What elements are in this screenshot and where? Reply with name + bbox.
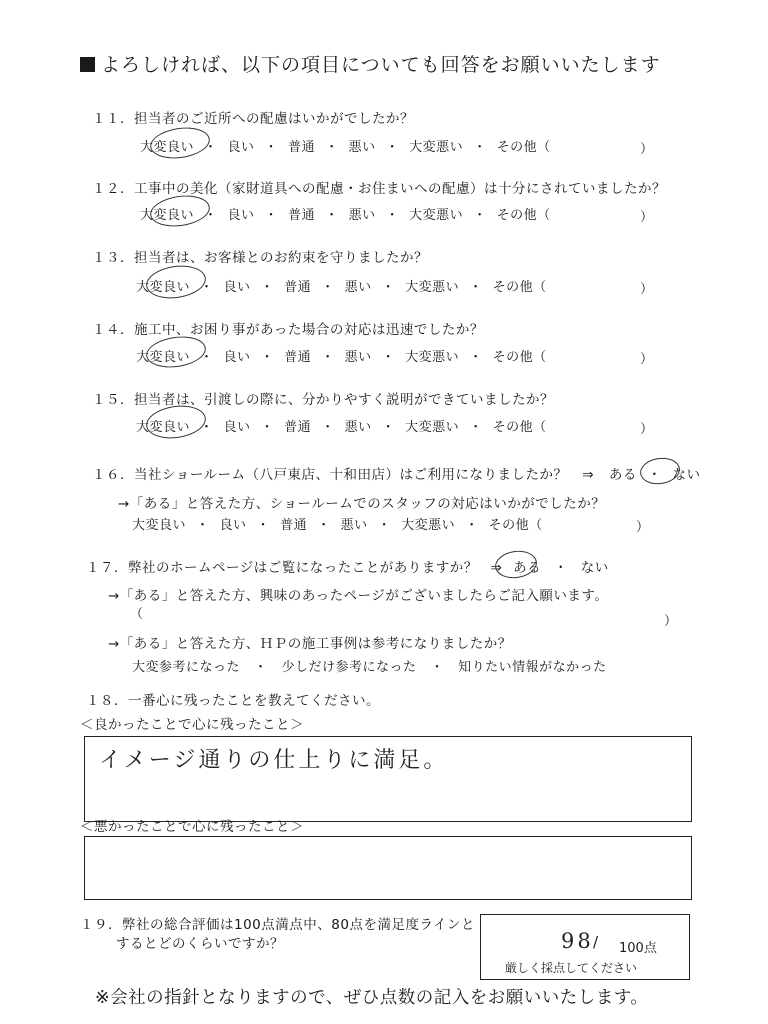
question-15-text: １５．担当者は、引渡しの際に、分かりやすく説明ができていましたか？ — [92, 392, 554, 408]
option-other[interactable]: その他（ — [496, 208, 551, 223]
option-good[interactable]: 良い — [227, 208, 255, 223]
question-11-text: １１．担当者のご近所への配慮はいかがでしたか？ — [92, 111, 414, 127]
option-bad[interactable]: 悪い — [344, 280, 372, 295]
square-bullet-icon — [80, 57, 95, 72]
option-very-bad[interactable]: 大変悪い — [409, 208, 464, 223]
option-not-helpful[interactable]: 知りたい情報がなかった — [458, 660, 607, 675]
option-slightly-helpful[interactable]: 少しだけ参考になった — [281, 660, 417, 675]
option-very-bad[interactable]: 大変悪い — [405, 280, 460, 295]
question-17-subquestion-2: →「ある」と答えた方、ＨＰの施工事例は参考になりましたか？ — [108, 636, 512, 652]
option-normal[interactable]: 普通 — [280, 518, 308, 533]
question-17-options: 大変参考になった ・ 少しだけ参考になった ・ 知りたい情報がなかった — [132, 656, 607, 675]
question-11-options: 大変良い ・ 良い ・ 普通 ・ 悪い ・ 大変悪い ・ その他（ — [140, 136, 551, 155]
arrow-icon: ⇒ — [582, 467, 595, 483]
arrow-icon: ⇒ — [490, 560, 503, 576]
score-box[interactable] — [480, 914, 690, 980]
bad-memory-box[interactable] — [84, 836, 692, 900]
question-12-options: 大変良い ・ 良い ・ 普通 ・ 悪い ・ 大変悪い ・ その他（ — [140, 204, 551, 223]
option-very-good[interactable]: 大変良い — [136, 420, 191, 435]
option-other[interactable]: その他（ — [492, 350, 547, 365]
option-bad[interactable]: 悪い — [348, 140, 376, 155]
option-very-helpful[interactable]: 大変参考になった — [132, 660, 241, 675]
option-good[interactable]: 良い — [227, 140, 255, 155]
bad-memory-label: ＜悪かったことで心に残ったこと＞ — [80, 819, 304, 835]
close-paren: ） — [636, 520, 650, 535]
footer-note: ※会社の指針となりますので、ぜひ点数の記入をお願いいたします。 — [95, 988, 649, 1008]
option-other[interactable]: その他（ — [492, 280, 547, 295]
question-12-text: １２．工事中の美化（家財道具への配慮・お住まいへの配慮）は十分にされていましたか？ — [92, 181, 666, 197]
question-14-text: １４．施工中、お困り事があった場合の対応は迅速でしたか？ — [92, 322, 484, 338]
score-max: 100点 — [619, 941, 657, 956]
question-15-options: 大変良い ・ 良い ・ 普通 ・ 悪い ・ 大変悪い ・ その他（ — [136, 416, 547, 435]
good-memory-label: ＜良かったことで心に残ったこと＞ — [80, 717, 304, 733]
option-normal[interactable]: 普通 — [284, 280, 312, 295]
option-very-good[interactable]: 大変良い — [132, 518, 187, 533]
question-16-text: １６．当社ショールーム（八戸東店、十和田店）はご利用になりましたか？ ⇒ ある ・ ない — [92, 467, 701, 483]
option-very-bad[interactable]: 大変悪い — [405, 420, 460, 435]
question-17-text: １７．弊社のホームページはご覧になったことがありますか？ ⇒ ある ・ ない — [86, 560, 609, 576]
close-paren: ） — [640, 422, 654, 437]
option-no[interactable]: ない — [672, 467, 701, 483]
option-no[interactable]: ない — [580, 560, 609, 576]
option-bad[interactable]: 悪い — [344, 350, 372, 365]
option-very-bad[interactable]: 大変悪い — [405, 350, 460, 365]
close-paren: ） — [640, 210, 654, 225]
close-paren: ） — [640, 352, 654, 367]
question-18-text: １８．一番心に残ったことを教えてください。 — [86, 693, 380, 709]
close-paren: ） — [640, 142, 654, 157]
open-paren: （ — [130, 607, 144, 622]
question-14-options: 大変良い ・ 良い ・ 普通 ・ 悪い ・ 大変悪い ・ その他（ — [136, 346, 547, 365]
question-19-line-1: １９．弊社の総合評価は100点満点中、80点を満足度ラインと — [80, 917, 476, 933]
answer-circle-mark — [148, 192, 212, 230]
question-17-subquestion-1: →「ある」と答えた方、興味のあったページがございましたらご記入願います。 — [108, 588, 609, 604]
question-16-subquestion: →「ある」と答えた方、ショールームでのスタッフの対応はいかがでしたか？ — [118, 496, 606, 512]
option-good[interactable]: 良い — [223, 420, 251, 435]
option-yes[interactable]: ある — [513, 560, 542, 576]
good-memory-answer: イメージ通りの仕上りに満足。 — [99, 748, 449, 773]
answer-circle-mark — [148, 124, 212, 162]
close-paren: ） — [640, 282, 654, 297]
page-title: よろしければ、以下の項目についても回答をお願いいたします — [80, 50, 661, 77]
answer-circle-mark — [144, 262, 208, 302]
answer-circle-mark — [144, 333, 208, 371]
score-slash: / — [593, 933, 599, 951]
option-very-good[interactable]: 大変良い — [140, 208, 195, 223]
question-16-options: 大変良い ・ 良い ・ 普通 ・ 悪い ・ 大変悪い ・ その他（ — [132, 514, 543, 533]
option-very-good[interactable]: 大変良い — [136, 350, 191, 365]
option-very-good[interactable]: 大変良い — [136, 280, 191, 295]
option-normal[interactable]: 普通 — [288, 140, 316, 155]
option-normal[interactable]: 普通 — [284, 420, 312, 435]
score-note: 厳しく採点してください — [505, 961, 638, 975]
option-normal[interactable]: 普通 — [288, 208, 316, 223]
question-19-line-2: するとどのくらいですか？ — [116, 936, 284, 952]
option-yes[interactable]: ある — [608, 467, 637, 483]
question-13-text: １３．担当者は、お客様とのお約束を守りましたか？ — [92, 250, 428, 266]
option-bad[interactable]: 悪い — [340, 518, 368, 533]
question-13-options: 大変良い ・ 良い ・ 普通 ・ 悪い ・ 大変悪い ・ その他（ — [136, 276, 547, 295]
option-very-bad[interactable]: 大変悪い — [409, 140, 464, 155]
option-other[interactable]: その他（ — [488, 518, 543, 533]
option-good[interactable]: 良い — [223, 280, 251, 295]
option-bad[interactable]: 悪い — [344, 420, 372, 435]
option-very-bad[interactable]: 大変悪い — [401, 518, 456, 533]
option-very-good[interactable]: 大変良い — [140, 140, 195, 155]
option-other[interactable]: その他（ — [496, 140, 551, 155]
close-paren: ） — [664, 614, 678, 629]
option-good[interactable]: 良い — [219, 518, 247, 533]
option-bad[interactable]: 悪い — [348, 208, 376, 223]
score-value: 98 — [561, 929, 594, 953]
good-memory-box[interactable] — [84, 736, 692, 822]
option-good[interactable]: 良い — [223, 350, 251, 365]
option-normal[interactable]: 普通 — [284, 350, 312, 365]
option-other[interactable]: その他（ — [492, 420, 547, 435]
